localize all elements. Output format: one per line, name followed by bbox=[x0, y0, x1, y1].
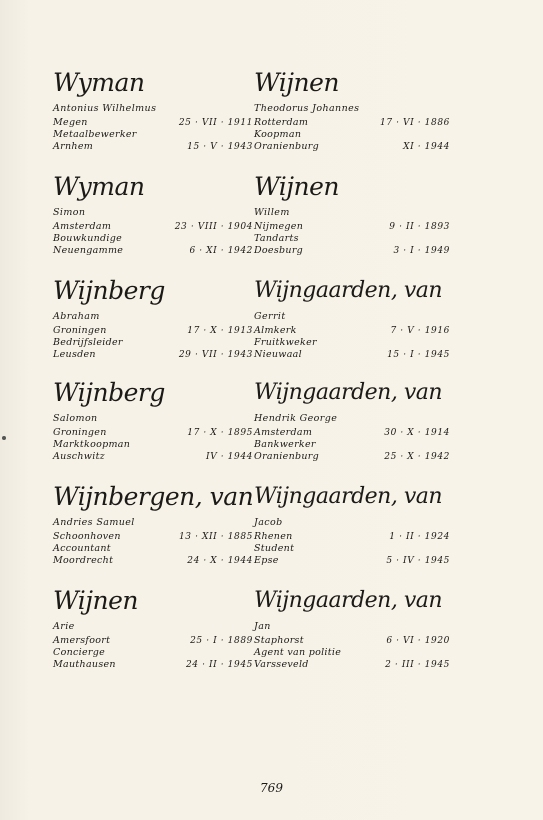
given-names: Abraham bbox=[53, 311, 100, 322]
death-place: Doesburg bbox=[254, 245, 304, 256]
occupation: Bouwkundige bbox=[53, 233, 123, 244]
birth-row bbox=[254, 530, 450, 543]
birth-date: 30 · X · 1914 bbox=[384, 428, 450, 438]
record-entry bbox=[254, 586, 450, 671]
birth-row bbox=[53, 426, 253, 439]
surname: Wijnberg bbox=[53, 276, 165, 305]
birth-row bbox=[254, 324, 450, 337]
record-entry bbox=[53, 378, 253, 463]
record-entry bbox=[53, 482, 253, 567]
occupation: Student bbox=[254, 543, 295, 554]
death-date: 6 · XI · 1942 bbox=[189, 246, 253, 256]
death-row bbox=[53, 554, 253, 567]
death-place: Auschwitz bbox=[53, 451, 105, 462]
death-row bbox=[254, 140, 450, 153]
birth-date: 17 · X · 1895 bbox=[187, 428, 253, 438]
occupation: Tandarts bbox=[254, 233, 299, 244]
death-date: 29 · VII · 1943 bbox=[178, 350, 253, 360]
surname: Wijnen bbox=[254, 68, 340, 97]
birth-place: Groningen bbox=[53, 325, 107, 336]
occupation: Bedrijfsleider bbox=[53, 337, 123, 348]
birth-date: 1 · II · 1924 bbox=[389, 532, 450, 542]
birth-row bbox=[254, 634, 450, 647]
surname: Wijngaarden, van bbox=[254, 588, 443, 613]
birth-date: 25 · VII · 1911 bbox=[178, 118, 253, 128]
death-row bbox=[53, 450, 253, 463]
record-entry bbox=[254, 378, 450, 463]
death-place: Oranienburg bbox=[254, 141, 320, 152]
given-names: Willem bbox=[254, 207, 290, 218]
given-names: Andries Samuel bbox=[53, 517, 135, 528]
given-names: Theodorus Johannes bbox=[254, 103, 360, 114]
death-date: 15 · V · 1943 bbox=[187, 142, 253, 152]
occupation: Concierge bbox=[53, 647, 106, 658]
given-names: Salomon bbox=[53, 413, 98, 424]
birth-row bbox=[254, 116, 450, 129]
occupation: Metaalbewerker bbox=[53, 129, 137, 140]
surname: Wijnen bbox=[254, 172, 340, 201]
death-place: Mauthausen bbox=[53, 659, 116, 670]
record-entry bbox=[53, 68, 253, 153]
death-date: 24 · X · 1944 bbox=[187, 556, 253, 566]
birth-date: 6 · VI · 1920 bbox=[386, 636, 450, 646]
death-place: Nieuwaal bbox=[254, 349, 302, 360]
given-names: Gerrit bbox=[254, 311, 286, 322]
page-number: 769 bbox=[260, 781, 283, 795]
death-date: 24 · II · 1945 bbox=[185, 660, 253, 670]
death-date: XI · 1944 bbox=[403, 142, 450, 152]
death-date: IV · 1944 bbox=[206, 452, 253, 462]
birth-date: 9 · II · 1893 bbox=[389, 222, 450, 232]
birth-place: Rotterdam bbox=[254, 117, 309, 128]
given-names: Hendrik George bbox=[254, 413, 338, 424]
birth-row bbox=[254, 220, 450, 233]
death-place: Epse bbox=[254, 555, 279, 566]
death-date: 2 · III · 1945 bbox=[385, 660, 450, 670]
occupation: Bankwerker bbox=[254, 439, 316, 450]
given-names: Jan bbox=[254, 621, 271, 632]
death-place: Varsseveld bbox=[254, 659, 309, 670]
birth-date: 17 · VI · 1886 bbox=[380, 118, 450, 128]
birth-date: 17 · X · 1913 bbox=[187, 326, 253, 336]
death-date: 25 · X · 1942 bbox=[384, 452, 450, 462]
occupation: Koopman bbox=[254, 129, 302, 140]
surname: Wijnberg bbox=[53, 378, 165, 407]
death-row bbox=[254, 244, 450, 257]
birth-date: 7 · V · 1916 bbox=[390, 326, 450, 336]
death-date: 3 · I · 1949 bbox=[393, 246, 450, 256]
birth-row bbox=[53, 530, 253, 543]
death-place: Leusden bbox=[53, 349, 96, 360]
birth-date: 25 · I · 1889 bbox=[190, 636, 253, 646]
death-place: Arnhem bbox=[53, 141, 94, 152]
death-place: Moordrecht bbox=[53, 555, 114, 566]
birth-place: Almkerk bbox=[254, 325, 297, 336]
record-entry bbox=[53, 276, 253, 361]
death-row bbox=[53, 244, 253, 257]
surname: Wijnbergen, van bbox=[53, 482, 254, 511]
margin-dot bbox=[2, 436, 6, 440]
record-entry bbox=[254, 482, 450, 567]
death-place: Oranienburg bbox=[254, 451, 320, 462]
birth-row bbox=[53, 324, 253, 337]
birth-row bbox=[53, 220, 253, 233]
surname: Wijngaarden, van bbox=[254, 278, 443, 303]
surname: Wyman bbox=[53, 68, 145, 97]
surname: Wijnen bbox=[53, 586, 139, 615]
birth-place: Staphorst bbox=[254, 635, 304, 646]
death-row bbox=[254, 554, 450, 567]
surname: Wijngaarden, van bbox=[254, 380, 443, 405]
given-names: Jacob bbox=[254, 517, 283, 528]
death-date: 15 · I · 1945 bbox=[387, 350, 450, 360]
birth-place: Amsterdam bbox=[254, 427, 313, 438]
occupation: Agent van politie bbox=[254, 647, 342, 658]
birth-place: Rhenen bbox=[254, 531, 293, 542]
birth-row bbox=[53, 116, 253, 129]
birth-place: Amsterdam bbox=[53, 221, 112, 232]
record-entry bbox=[254, 172, 450, 257]
death-row bbox=[254, 658, 450, 671]
death-row bbox=[53, 140, 253, 153]
birth-place: Megen bbox=[53, 117, 88, 128]
birth-row bbox=[254, 426, 450, 439]
birth-place: Nijmegen bbox=[254, 221, 304, 232]
birth-date: 23 · VIII · 1904 bbox=[174, 222, 253, 232]
birth-row bbox=[53, 634, 253, 647]
record-entry bbox=[53, 586, 253, 671]
birth-date: 13 · XII · 1885 bbox=[178, 532, 253, 542]
death-row bbox=[53, 658, 253, 671]
surname: Wijngaarden, van bbox=[254, 484, 443, 509]
birth-place: Groningen bbox=[53, 427, 107, 438]
record-entry bbox=[254, 276, 450, 361]
occupation: Marktkoopman bbox=[53, 439, 131, 450]
death-row bbox=[53, 348, 253, 361]
given-names: Arie bbox=[53, 621, 75, 632]
given-names: Antonius Wilhelmus bbox=[53, 103, 157, 114]
record-entry bbox=[53, 172, 253, 257]
surname: Wyman bbox=[53, 172, 145, 201]
given-names: Simon bbox=[53, 207, 86, 218]
death-row bbox=[254, 348, 450, 361]
death-date: 5 · IV · 1945 bbox=[386, 556, 450, 566]
death-place: Neuengamme bbox=[53, 245, 124, 256]
birth-place: Amersfoort bbox=[53, 635, 111, 646]
occupation: Fruitkweker bbox=[254, 337, 317, 348]
record-entry bbox=[254, 68, 450, 153]
death-row bbox=[254, 450, 450, 463]
occupation: Accountant bbox=[53, 543, 111, 554]
birth-place: Schoonhoven bbox=[53, 531, 121, 542]
